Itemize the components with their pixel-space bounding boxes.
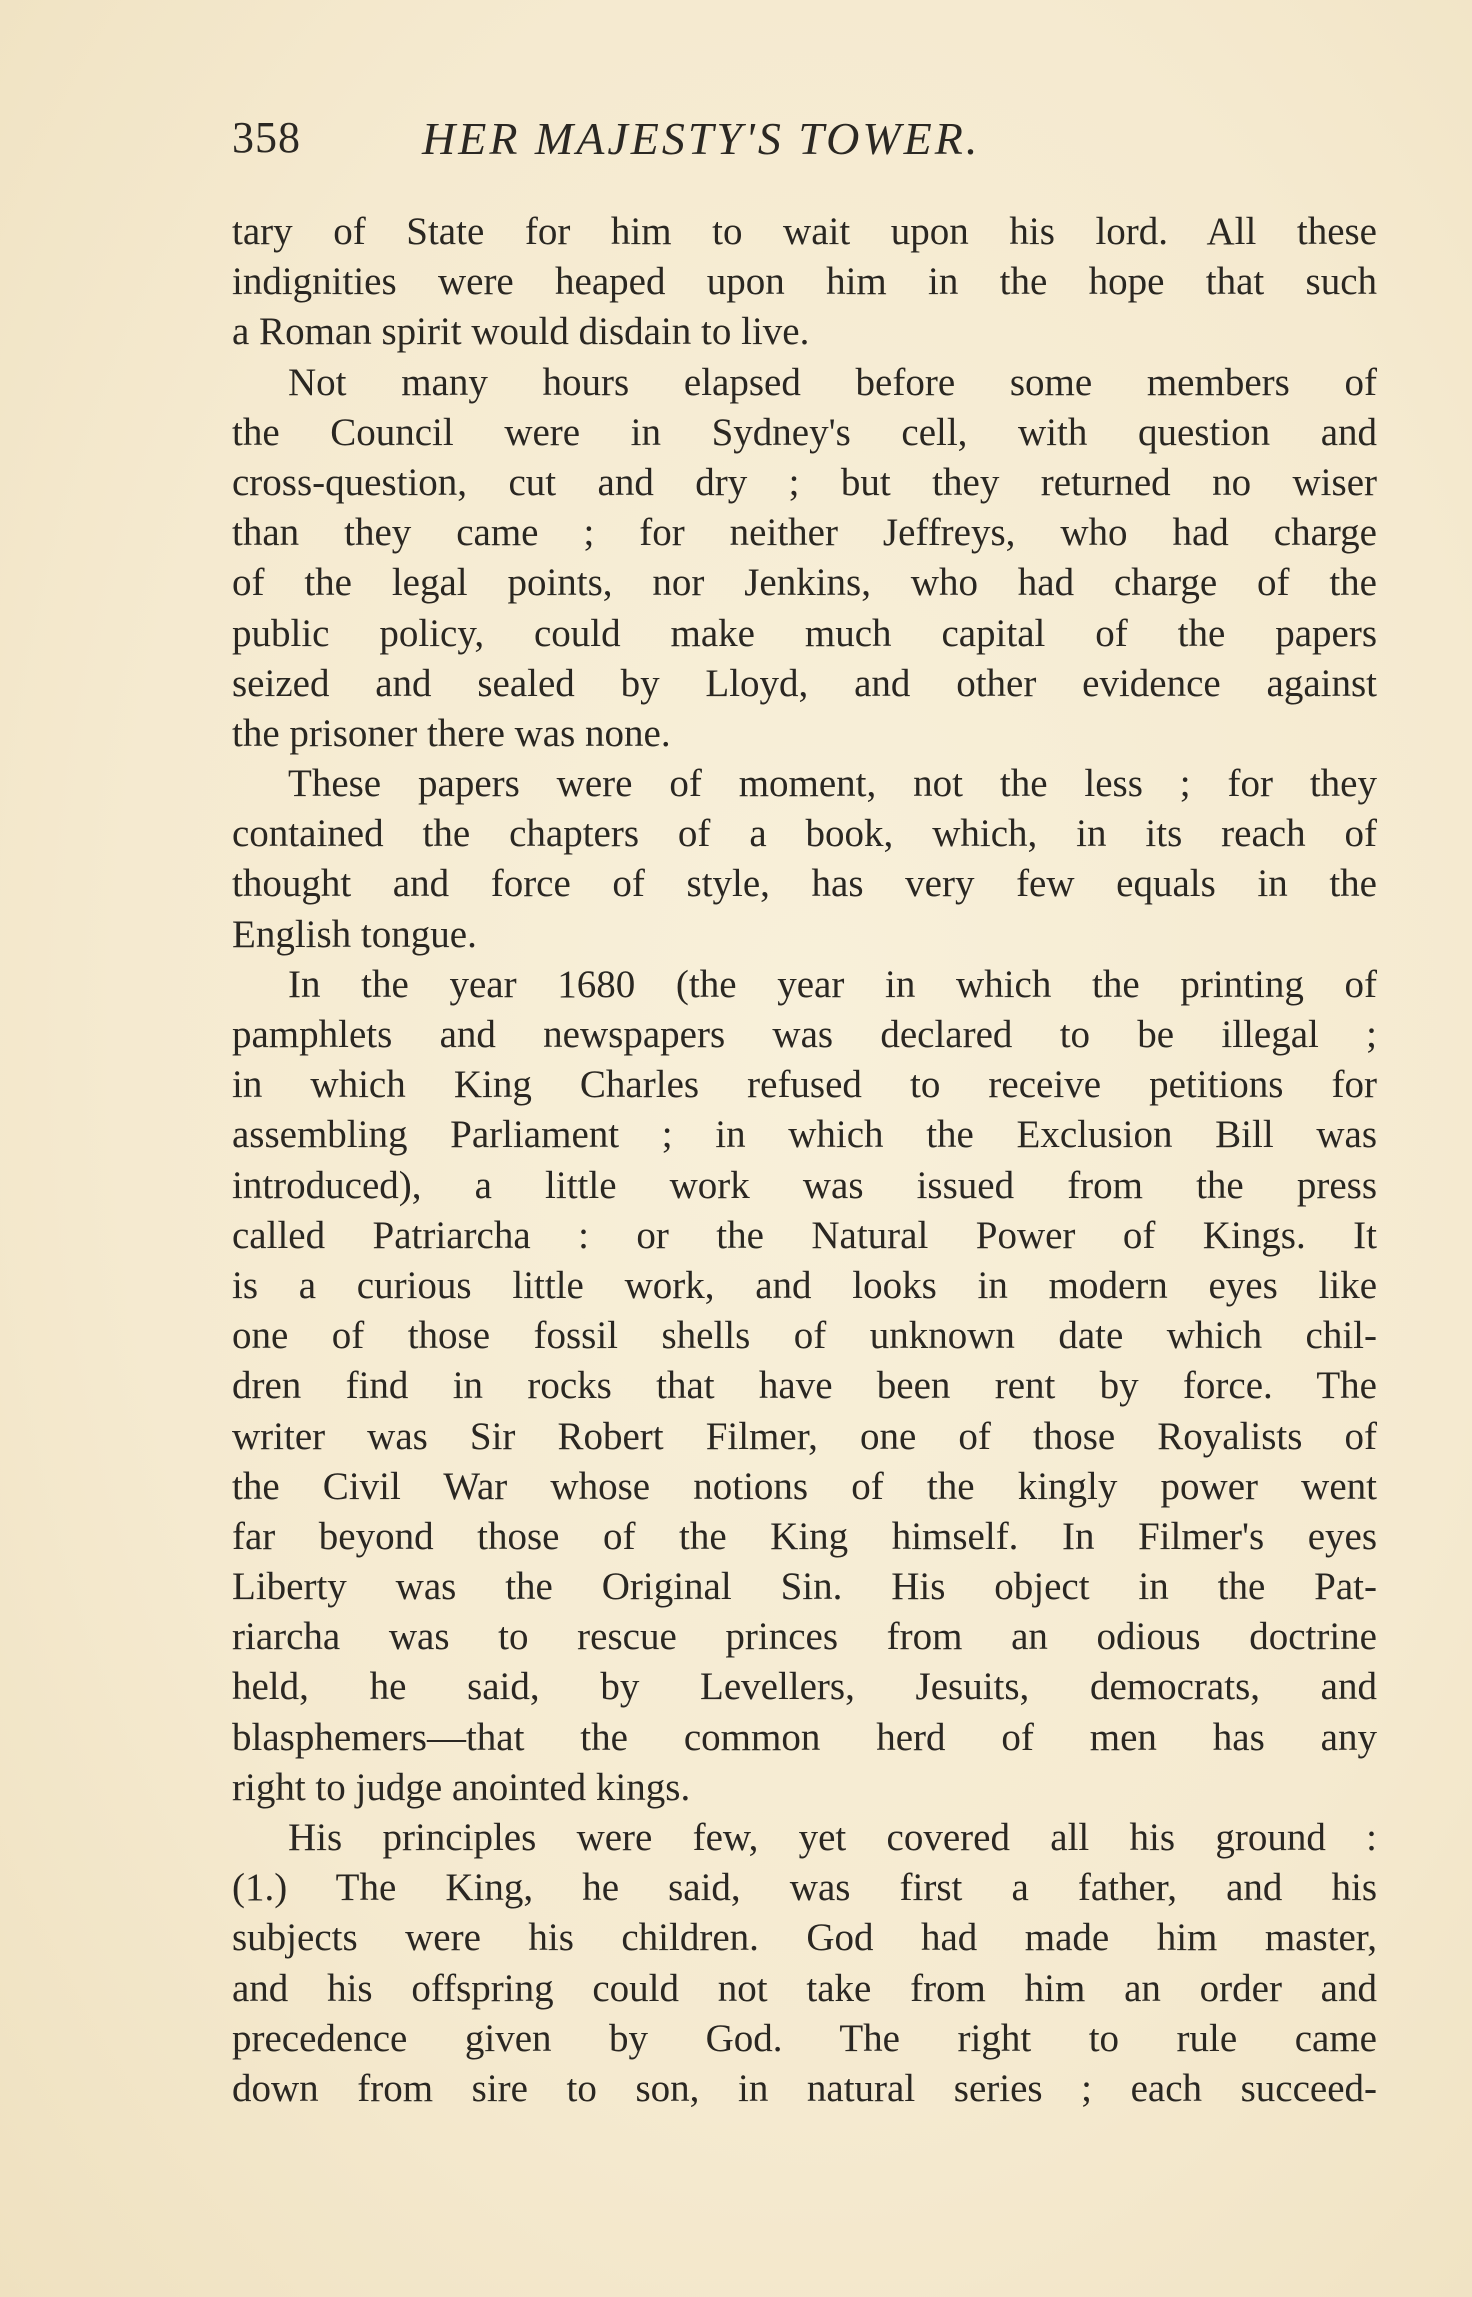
text-line: the Council were in Sydney's cell, with question and bbox=[232, 410, 1377, 454]
text-line: precedence given by God. The right to rule came bbox=[232, 2016, 1377, 2060]
text-line: called Patriarcha : or the Natural Power of Kings. It bbox=[232, 1213, 1377, 1257]
text-line: is a curious little work, and looks in modern eyes like bbox=[232, 1263, 1377, 1307]
text-line: the prisoner there was none. bbox=[232, 711, 671, 755]
text-line: (1.) The King, he said, was first a father, and his bbox=[232, 1866, 1377, 1910]
text-line: assembling Parliament ; in which the Exclusion Bill was bbox=[232, 1113, 1377, 1157]
text-line: Liberty was the Original Sin. His object in the Pat- bbox=[232, 1565, 1377, 1609]
paragraph-first-line: Not many hours elapsed before some members of bbox=[288, 360, 1377, 404]
text-line: indignities were heaped upon him in the hope that such bbox=[232, 260, 1377, 304]
text-line: one of those fossil shells of unknown date which chil- bbox=[232, 1314, 1377, 1358]
text-line: right to judge anointed kings. bbox=[232, 1765, 691, 1809]
text-line: down from sire to son, in natural series ; each succeed- bbox=[232, 2066, 1377, 2110]
text-line: of the legal points, nor Jenkins, who had charge of the bbox=[232, 561, 1377, 605]
text-line: than they came ; for neither Jeffreys, who had charge bbox=[232, 511, 1377, 555]
text-line: introduced), a little work was issued from the press bbox=[232, 1163, 1377, 1207]
text-line: tary of State for him to wait upon his lord. All these bbox=[232, 210, 1377, 253]
page-number: 358 bbox=[232, 113, 301, 162]
text-line: in which King Charles refused to receive petitions for bbox=[232, 1063, 1377, 1107]
text-line: held, he said, by Levellers, Jesuits, democrats, and bbox=[232, 1665, 1377, 1709]
text-line: blasphemers—that the common herd of men has any bbox=[232, 1715, 1377, 1759]
text-line: thought and force of style, has very few equals in the bbox=[232, 862, 1377, 906]
text-line: subjects were his children. God had made him master, bbox=[232, 1916, 1377, 1960]
paragraph-first-line: In the year 1680 (the year in which the printing of bbox=[288, 962, 1377, 1006]
running-title: HER MAJESTY'S TOWER. bbox=[422, 113, 981, 164]
body-text bbox=[232, 207, 1377, 2114]
paragraph-first-line: These papers were of moment, not the less ; for they bbox=[288, 762, 1377, 806]
text-line: and his offspring could not take from him an order and bbox=[232, 1966, 1377, 2010]
text-line: English tongue. bbox=[232, 912, 477, 956]
paragraph-first-line: His principles were few, yet covered all his ground : bbox=[288, 1816, 1377, 1859]
text-line: seized and sealed by Lloyd, and other evidence against bbox=[232, 661, 1377, 705]
text-line: contained the chapters of a book, which, in its reach of bbox=[232, 812, 1377, 856]
text-line: far beyond those of the King himself. In Filmer's eyes bbox=[232, 1514, 1377, 1558]
text-line: public policy, could make much capital of the papers bbox=[232, 611, 1377, 655]
text-line: dren find in rocks that have been rent by force. The bbox=[232, 1364, 1377, 1408]
text-line: a Roman spirit would disdain to live. bbox=[232, 310, 810, 354]
text-line: pamphlets and newspapers was declared to be illegal ; bbox=[232, 1013, 1377, 1056]
text-line: the Civil War whose notions of the kingly power went bbox=[232, 1464, 1377, 1508]
text-line: cross-question, cut and dry ; but they returned no wiser bbox=[232, 460, 1377, 504]
text-line: riarcha was to rescue princes from an odious doctrine bbox=[232, 1615, 1377, 1659]
page-header bbox=[232, 112, 1232, 182]
text-line: writer was Sir Robert Filmer, one of those Royalists of bbox=[232, 1414, 1377, 1458]
